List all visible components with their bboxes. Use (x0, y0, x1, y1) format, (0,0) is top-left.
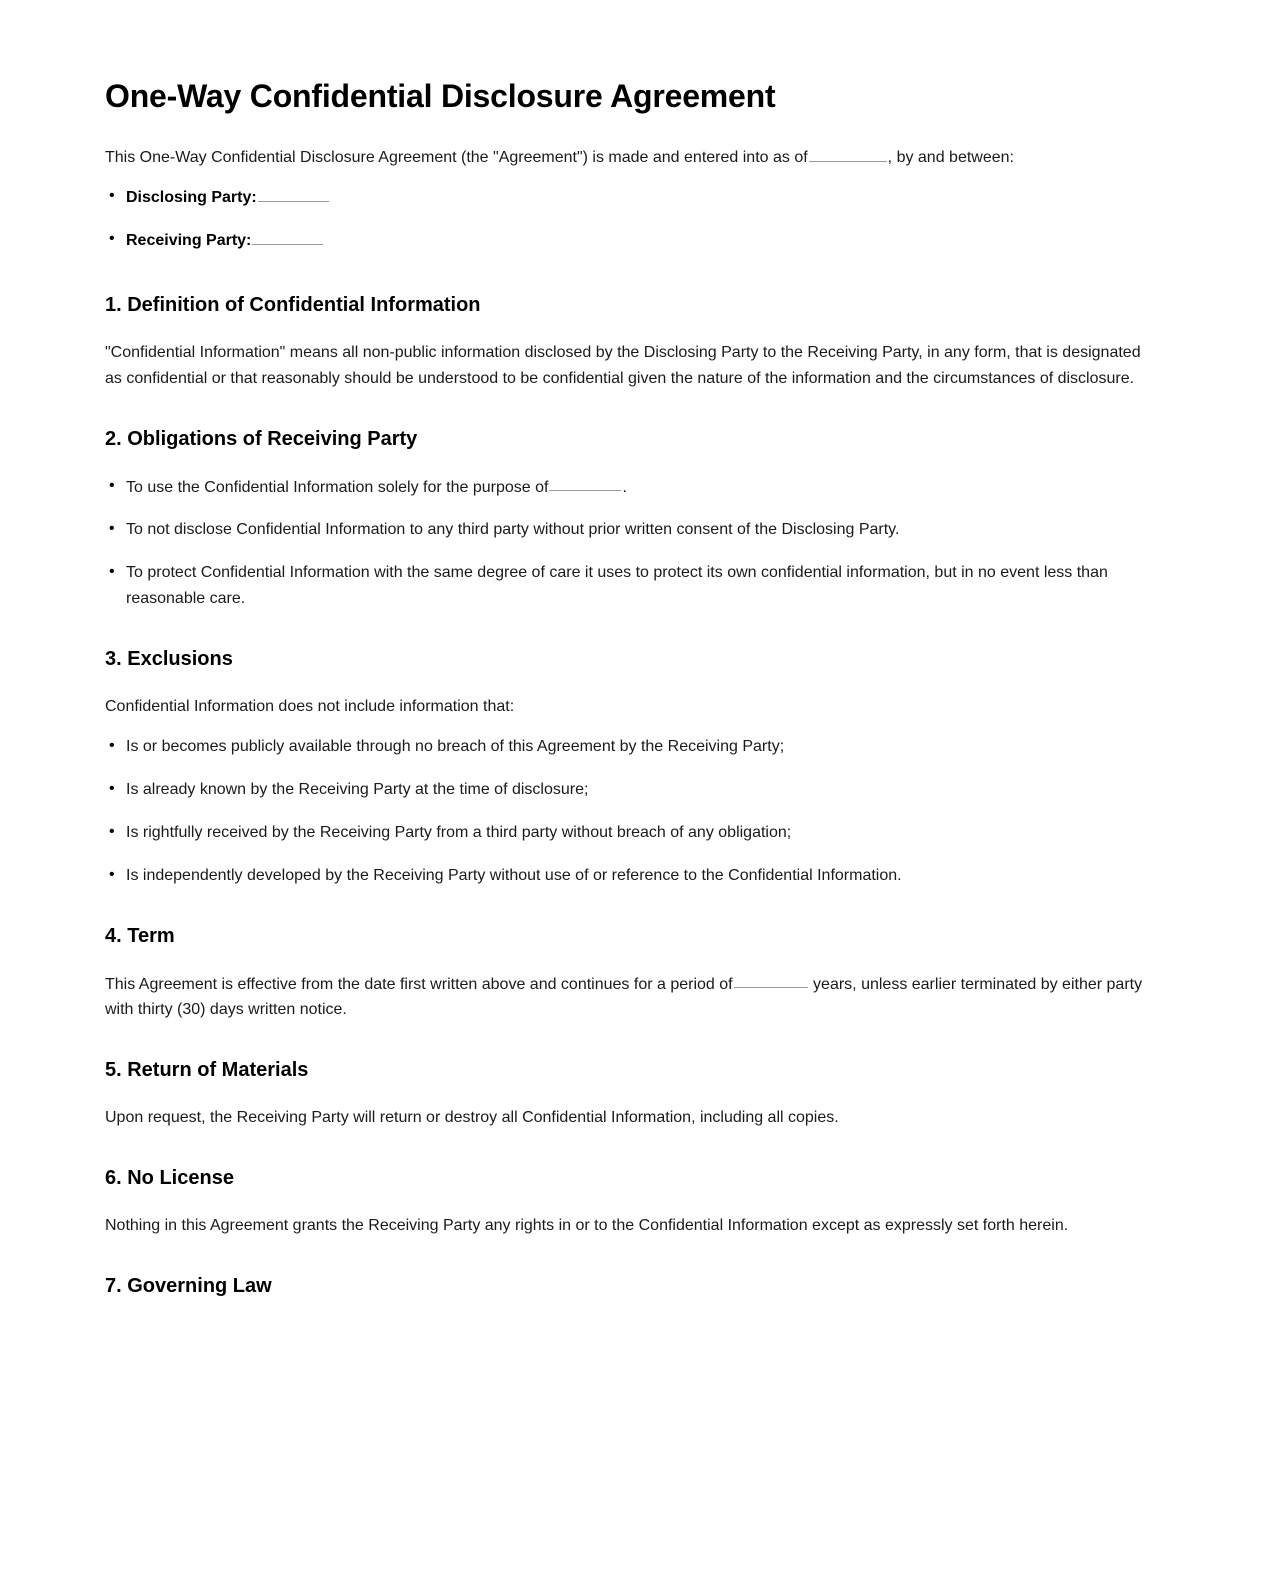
receiving-party-blank-field[interactable] (252, 227, 323, 245)
list-item: • Is rightfully received by the Receiving Party from a third party without breach of any obligation; (105, 820, 1143, 846)
list-item: • To protect Confidential Information with the same degree of care it uses to protect its own confidential information, but in no event less than reasonable care. (105, 560, 1143, 612)
section-3-lead-text: Confidential Information does not include information that: (105, 698, 515, 716)
purpose-blank-field[interactable] (549, 474, 621, 492)
list-item: • Is independently developed by the Receiving Party without use of or reference to the Confidential Information. (105, 863, 1143, 889)
list-item-disclosing-party (105, 184, 1143, 211)
obligation-1-text-after-blank: . (622, 478, 627, 496)
section-heading-1-definition: 1. Definition of Confidential Information (105, 293, 481, 316)
section-heading-4-term: 4. Term (105, 924, 175, 947)
receiving-party-label: Receiving Party: (126, 231, 252, 249)
date-blank-field[interactable] (809, 144, 887, 162)
section-heading-7-governing-law: 7. Governing Law (105, 1275, 272, 1298)
intro-paragraph (105, 144, 1143, 171)
section-heading-3-exclusions: 3. Exclusions (105, 648, 233, 671)
list-item: • Is or becomes publicly available through no breach of this Agreement by the Receiving Party; (105, 734, 1143, 760)
list-item: • To not disclose Confidential Information to any third party without prior written consent of the Disclosing Party. (105, 517, 1143, 543)
term-text-before-blank: This Agreement is effective from the date first written above and continues for a period of (105, 975, 733, 993)
section-1-paragraph: "Confidential Information" means all non-public information disclosed by the Disclosing Party to the Receiving Party, in any form, that is designated as confidential or that reasonably should be understood to be confidential given the nature of the information and the circumstances of disclosure. (105, 343, 1141, 387)
term-years-blank-field[interactable] (734, 971, 808, 989)
obligation-1-text-before-blank: To use the Confidential Information solely for the purpose of (126, 478, 549, 496)
intro-text-before-blank: This One-Way Confidential Disclosure Agreement (the "Agreement") is made and entered into as of (105, 148, 808, 166)
disclosing-party-label: Disclosing Party: (126, 189, 257, 207)
parties-list (105, 184, 1143, 253)
section-4-paragraph (105, 971, 1143, 1024)
intro-text-after-blank: , by and between: (887, 148, 1014, 166)
section-6-paragraph: Nothing in this Agreement grants the Receiving Party any rights in or to the Confidential Information except as expressly set forth herein. (105, 1217, 1069, 1235)
list-item (105, 474, 1143, 501)
section-heading-2-obligations: 2. Obligations of Receiving Party (105, 427, 418, 450)
section-5-paragraph: Upon request, the Receiving Party will return or destroy all Confidential Information, including all copies. (105, 1109, 839, 1127)
exclusions-list (105, 734, 1143, 889)
obligations-list (105, 474, 1143, 612)
page-title: One-Way Confidential Disclosure Agreement (105, 78, 776, 114)
term-text-after-blank: years, unless earlier terminated by either party with thirty (30) days written notice. (105, 975, 1143, 1019)
section-heading-5-return-of-materials: 5. Return of Materials (105, 1059, 309, 1082)
section-heading-6-no-license: 6. No License (105, 1167, 234, 1190)
list-item-receiving-party (105, 227, 1143, 254)
disclosing-party-blank-field[interactable] (258, 184, 329, 202)
list-item: • Is already known by the Receiving Party at the time of disclosure; (105, 777, 1143, 803)
